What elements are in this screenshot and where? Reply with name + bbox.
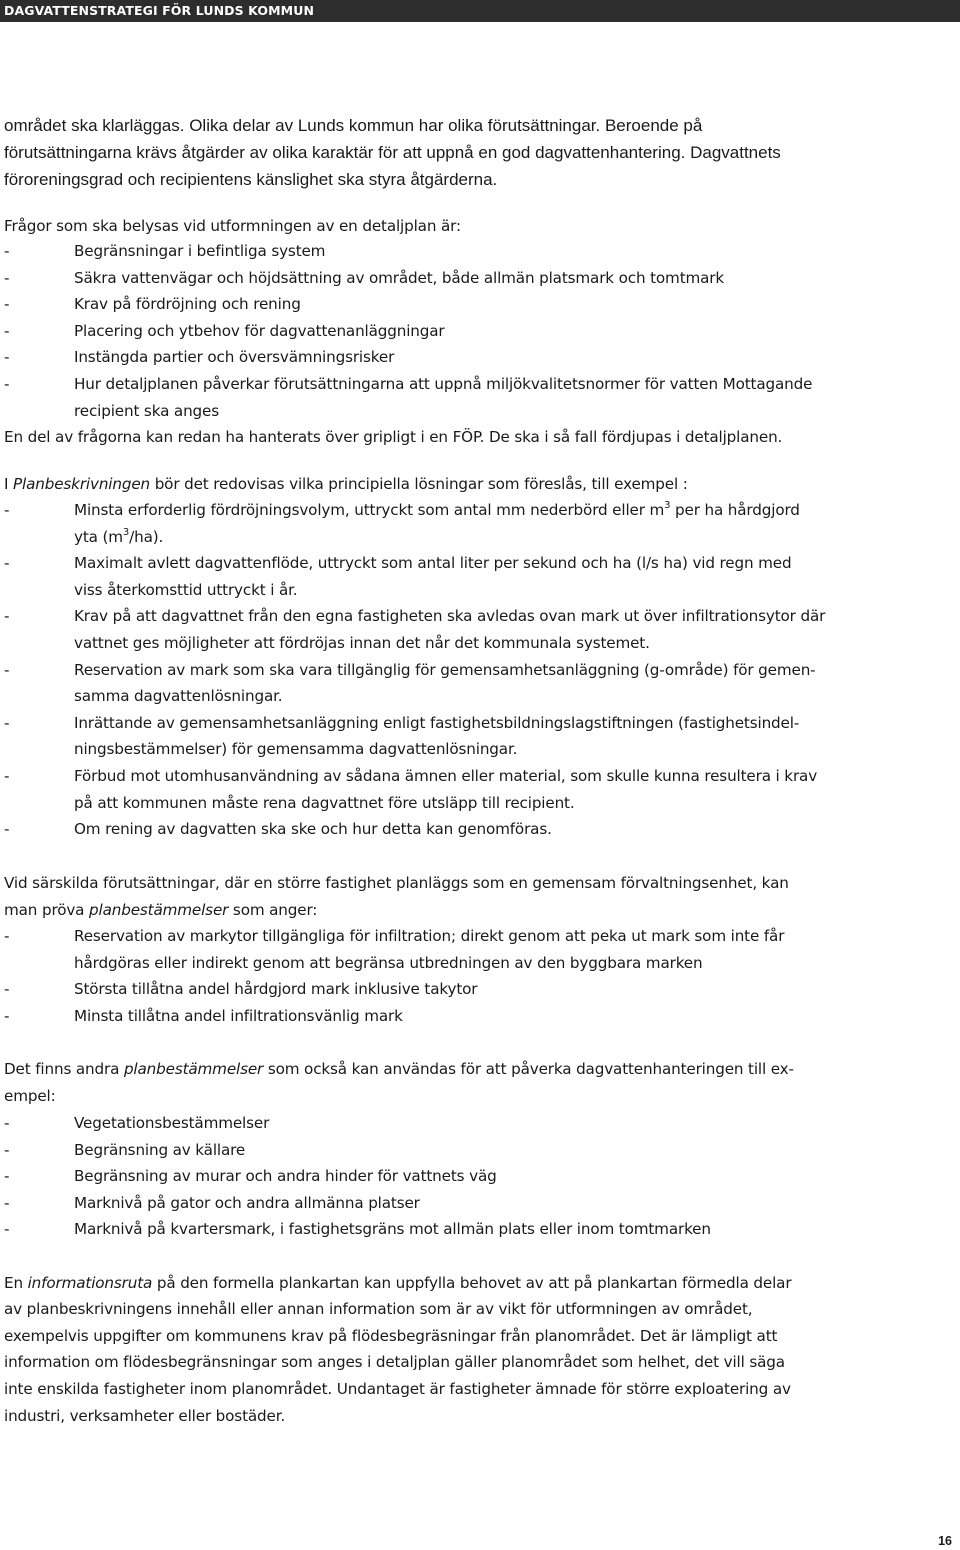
list-dash: - [4,1167,10,1186]
list-dash: - [4,1114,10,1132]
list-item: - Förbud mot utomhusanvändning av sådana ämnen eller material, som skulle kunna resultera i krav [4,763,825,790]
list-item: - Säkra vattenvägar och höjdsättning av området, både allmän platsmark och tomtmark [4,265,812,292]
list-dash: - [4,348,10,367]
sarskilda-list [4,923,784,1029]
questions-lead: Frågor som ska belysas vid utformningen av en detaljplan är: [4,217,461,235]
andra-list [4,1110,711,1243]
list-item-continuation: viss återkomsttid uttryckt i år. [74,580,298,599]
questions-tail: En del av frågorna kan redan ha hanterats över gripligt i en FÖP. De ska i så fall fördjupas i detaljplanen. [4,428,783,446]
list-dash: - [4,1140,10,1159]
list-item-continuation: samma dagvattenlösningar. [74,687,283,706]
informationsruta-line-3: exempelvis uppgifter om kommunens krav på flödesbegräsningar från planområdet. Det är lämpligt att [4,1327,778,1345]
intro-line-2: förutsättningarna krävs åtgärder av olika karaktär för att uppnå en god dagvattenhantering. Dagvattnets [4,143,781,162]
list-item: - Om rening av dagvatten ska ske och hur detta kan genomföras. [4,816,825,843]
list-item: - Begränsningar i befintliga system [4,238,812,265]
list-item: - Marknivå på gator och andra allmänna platser [4,1190,711,1217]
list-item: - Minsta tillåtna andel infiltrationsvänlig mark [4,1003,784,1030]
list-item: - Instängda partier och översvämningsrisker [4,344,812,371]
list-item: - Maximalt avlett dagvattenflöde, uttryckt som antal liter per sekund och ha (l/s ha) vid regn med [4,550,825,577]
intro-line-3: föroreningsgrad och recipientens känslighet ska styra åtgärderna. [4,170,498,189]
informationsruta-line-2: av planbeskrivningens innehåll eller annan information som är av vikt för utformningen av området, [4,1300,753,1318]
list-item: - Hur detaljplanen påverkar förutsättningarna att uppnå miljökvalitetsnormer för vatten Mottagande [4,371,812,398]
list-item-continuation: recipient ska anges [74,401,219,420]
intro-line-1: området ska klarläggas. Olika delar av Lunds kommun har olika förutsättningar. Beroende på [4,116,703,135]
list-dash: - [4,1193,10,1212]
list-item-continuation: ningsbestämmelser) för gemensamma dagvattenlösningar. [74,740,518,759]
list-dash: - [4,268,10,287]
list-dash: - [4,980,10,999]
informationsruta-line-5: inte enskilda fastigheter inom planområdet. Undantaget är fastigheter ämnade för större exploatering av [4,1380,791,1398]
planbeskrivning-lead: I Planbeskrivningen bör det redovisas vilka principiella lösningar som föreslås, till exempel : [4,475,688,493]
list-dash: - [4,1006,10,1025]
list-dash: - [4,374,10,393]
planbeskrivning-list [4,497,825,843]
list-dash: - [4,501,10,519]
informationsruta-line-1: En informationsruta på den formella plankartan kan uppfylla behovet av att på plankartan förmedla delar [4,1274,792,1292]
list-dash: - [4,607,10,626]
list-dash: - [4,660,10,679]
list-dash: - [4,713,10,732]
questions-list [4,238,812,424]
page-number: 16 [938,1534,952,1548]
andra-line-1: Det finns andra planbestämmelser som också kan användas för att påverka dagvattenhanteringen till ex- [4,1060,794,1078]
list-dash: - [4,820,10,839]
document-header: DAGVATTENSTRATEGI FÖR LUNDS KOMMUN [0,0,960,22]
list-dash: - [4,242,10,260]
list-item-continuation: på att kommunen måste rena dagvattnet före utsläpp till recipient. [74,793,575,812]
list-item: - Minsta erforderlig fördröjningsvolym, uttryckt som antal mm nederbörd eller $m^3$ per ha hårdgjord [4,497,825,524]
informationsruta-line-4: information om flödesbegränsningar som anges i detaljplan gäller planområdet som helhet, det vill säga [4,1353,785,1371]
list-dash: - [4,1220,10,1239]
list-item: - Begränsning av källare [4,1137,711,1164]
list-dash: - [4,766,10,785]
list-item: - Reservation av markytor tillgängliga för infiltration; direkt genom att peka ut mark som inte får [4,923,784,950]
andra-line-2: empel: [4,1087,56,1105]
list-dash: - [4,554,10,573]
list-item: - Marknivå på kvartersmark, i fastighetsgräns mot allmän plats eller inom tomtmarken [4,1216,711,1243]
sarskilda-line-2: man pröva planbestämmelser som anger: [4,901,318,919]
list-item: - Största tillåtna andel hårdgjord mark inklusive takytor [4,976,784,1003]
informationsruta-line-6: industri, verksamheter eller bostäder. [4,1407,286,1425]
list-item: - Placering och ytbehov för dagvattenanläggningar [4,318,812,345]
list-dash: - [4,927,10,945]
list-item: - Reservation av mark som ska vara tillgänglig för gemensamhetsanläggning (g-område) för gemen- [4,657,825,684]
sarskilda-line-1: Vid särskilda förutsättningar, där en större fastighet planläggs som en gemensam förvaltningsenhet, kan [4,874,789,892]
list-item: - Krav på fördröjning och rening [4,291,812,318]
list-item-continuation: hårdgöras eller indirekt genom att begränsa utbredningen av den byggbara marken [74,953,703,972]
list-dash: - [4,321,10,340]
list-item: - Inrättande av gemensamhetsanläggning enligt fastighetsbildningslagstiftningen (fastighetsindel- [4,710,825,737]
list-item-continuation: vattnet ges möjligheter att fördröjas innan det når det kommunala systemet. [74,633,650,652]
list-item: - Krav på att dagvattnet från den egna fastigheten ska avledas ovan mark ut över infiltrationsytor där [4,603,825,630]
list-item: - Begränsning av murar och andra hinder för vattnets väg [4,1163,711,1190]
list-item: - Vegetationsbestämmelser [4,1110,711,1137]
list-item-continuation: yta $(m^3/ha)$. [74,526,164,546]
list-dash: - [4,295,10,314]
